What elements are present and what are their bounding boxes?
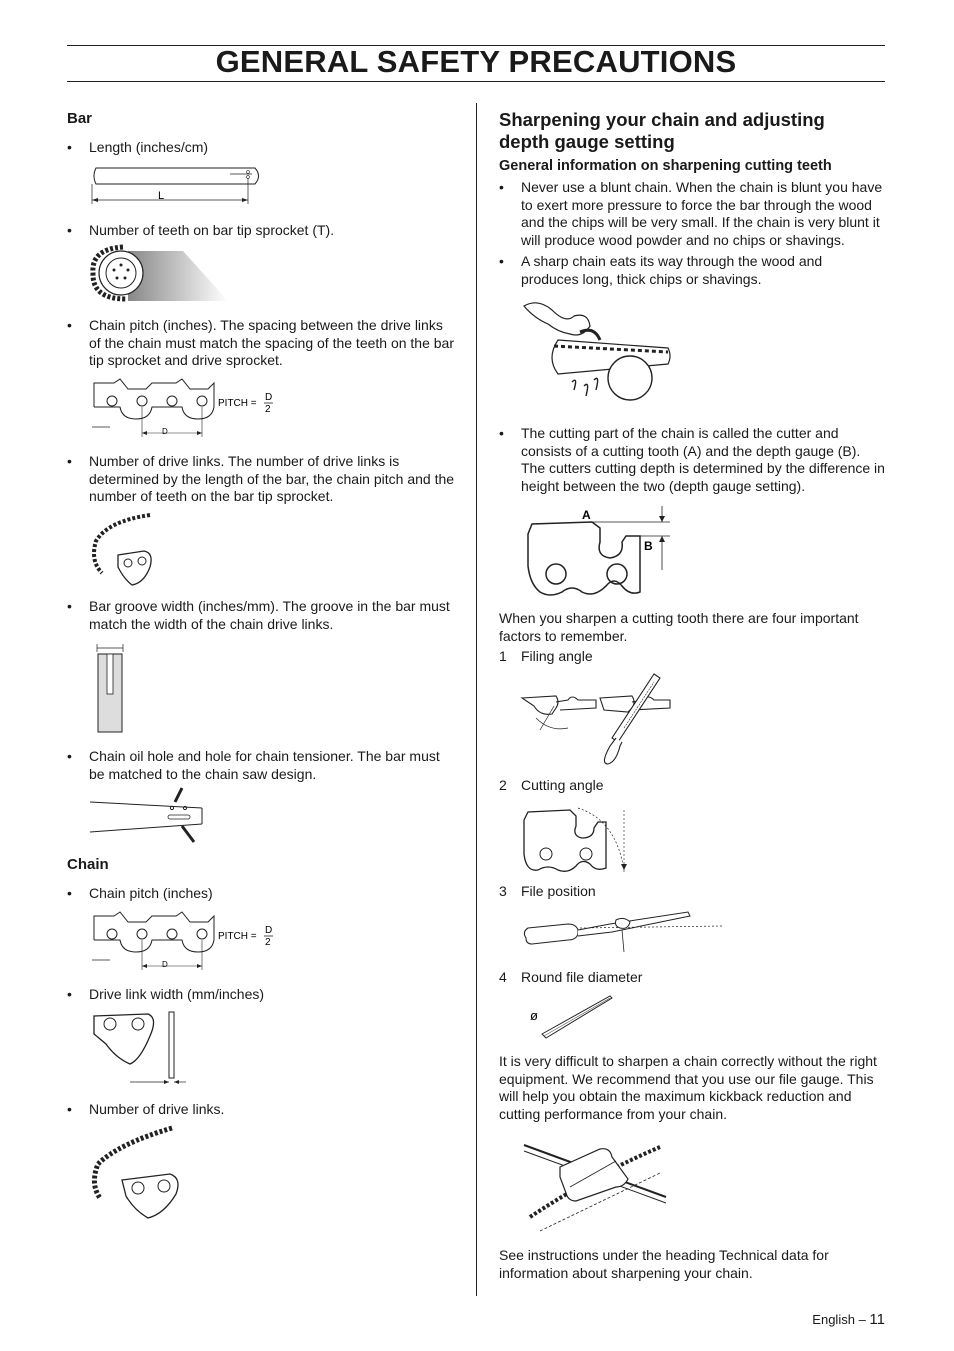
bar-item-text: Number of drive links. The number of drive links is determined by the length of the bar, the chain pitch and the number of teeth on the bar tip sprocket. [89,453,455,504]
sharp-chain-cutting-illustration [518,296,673,408]
pitch-denominator: 2 [265,937,271,948]
chain-item-text: Number of drive links. [89,1101,225,1117]
sharpening-bullet-text: Never use a blunt chain. When the chain is blunt you have to exert more pressure to force the bar through the wood and the chips will be very small. If the chain is very blunt it will produce wood powder and no chips or shavings. [521,179,883,248]
bar-item-text: Bar groove width (inches/mm). The groove in the bar must match the width of the chain drive links. [89,598,450,632]
factor-number: 3 [499,883,507,899]
factor-number: 2 [499,777,507,793]
chain-drive-links-illustration [88,1124,188,1220]
pitch-distance-label: D [162,960,168,969]
sharpening-heading: Sharpening your chain and adjusting depth gauge setting [499,109,825,152]
footer-dash: – [858,1312,866,1327]
bar-heading: Bar [67,110,93,127]
chain-pitch-illustration [90,377,280,439]
bar-item-text: Chain pitch (inches). The spacing between the drive links of the chain must match the spacing of the teeth on the bar tip sprocket and drive sprocket. [89,317,455,368]
pitch-numerator: D [265,925,273,936]
round-file-diameter-illustration [528,992,614,1042]
bar-length-illustration [90,162,265,206]
chain-item-text: Chain pitch (inches) [89,885,213,901]
tooth-label-a: A [582,508,591,522]
pitch-distance-label: D [162,427,168,436]
diameter-symbol: ø [530,1008,538,1023]
chain-item-text: Drive link width (mm/inches) [89,986,265,1002]
cutting-angle-illustration [520,800,632,876]
factor-label: Cutting angle [521,777,604,793]
page-number: 11 [869,1311,885,1328]
filing-angle-illustration [520,670,675,768]
pitch-numerator: D [265,392,273,403]
factor-number: 1 [499,648,507,664]
factor-number: 4 [499,969,507,985]
bar-item-text: Length (inches/cm) [89,139,209,155]
file-gauge-illustration [520,1127,670,1237]
drive-links-illustration [88,511,158,591]
factor-label: Filing angle [521,648,593,664]
four-factors-intro: When you sharpen a cutting tooth there are four important factors to remember. [499,610,859,644]
pitch-label: PITCH = [218,398,257,409]
factor-label: Round file diameter [521,969,643,985]
oil-hole-illustration [90,786,220,846]
pitch-denominator: 2 [265,404,271,415]
file-position-illustration [520,906,725,956]
depth-gauge-label-b: B [644,539,653,553]
drive-link-width-illustration [90,1008,190,1088]
bar-groove-illustration [95,640,129,736]
bar-item-text: Number of teeth on bar tip sprocket (T). [89,222,335,238]
header-bottom-rule [67,81,885,82]
cutter-depth-gauge-illustration [522,506,672,598]
sharpening-subheading: General information on sharpening cutting teeth [499,158,832,174]
pitch-label: PITCH = [218,931,257,942]
sharpening-bullet-text: The cutting part of the chain is called the cutter and consists of a cutting tooth (A) and the depth gauge (B). The cutters cutting depth is determined by the difference in height between the two (depth gauge setting). [521,425,885,494]
technical-data-reference: See instructions under the heading Technical data for information about sharpening your chain. [499,1247,829,1281]
bar-item-text: Chain oil hole and hole for chain tensioner. The bar must be matched to the chain saw design. [89,748,440,782]
chain-heading: Chain [67,856,109,873]
page-title: GENERAL SAFETY PRECAUTIONS [215,44,737,79]
length-label: L [158,190,165,202]
sprocket-illustration [88,243,238,303]
sharpening-bullet-text: A sharp chain eats its way through the wood and produces long, thick chips or shavings. [521,253,823,287]
column-divider [476,103,477,1296]
file-gauge-recommendation: It is very difficult to sharpen a chain correctly without the right equipment. We recommend that you use our file gauge. This will help you obtain the maximum kickback reduction and cutting performance from your chain. [499,1053,877,1122]
factor-label: File position [521,883,596,899]
page-footer [812,1311,885,1329]
chain-pitch-illustration-2 [90,910,280,972]
footer-language: English [812,1312,855,1327]
